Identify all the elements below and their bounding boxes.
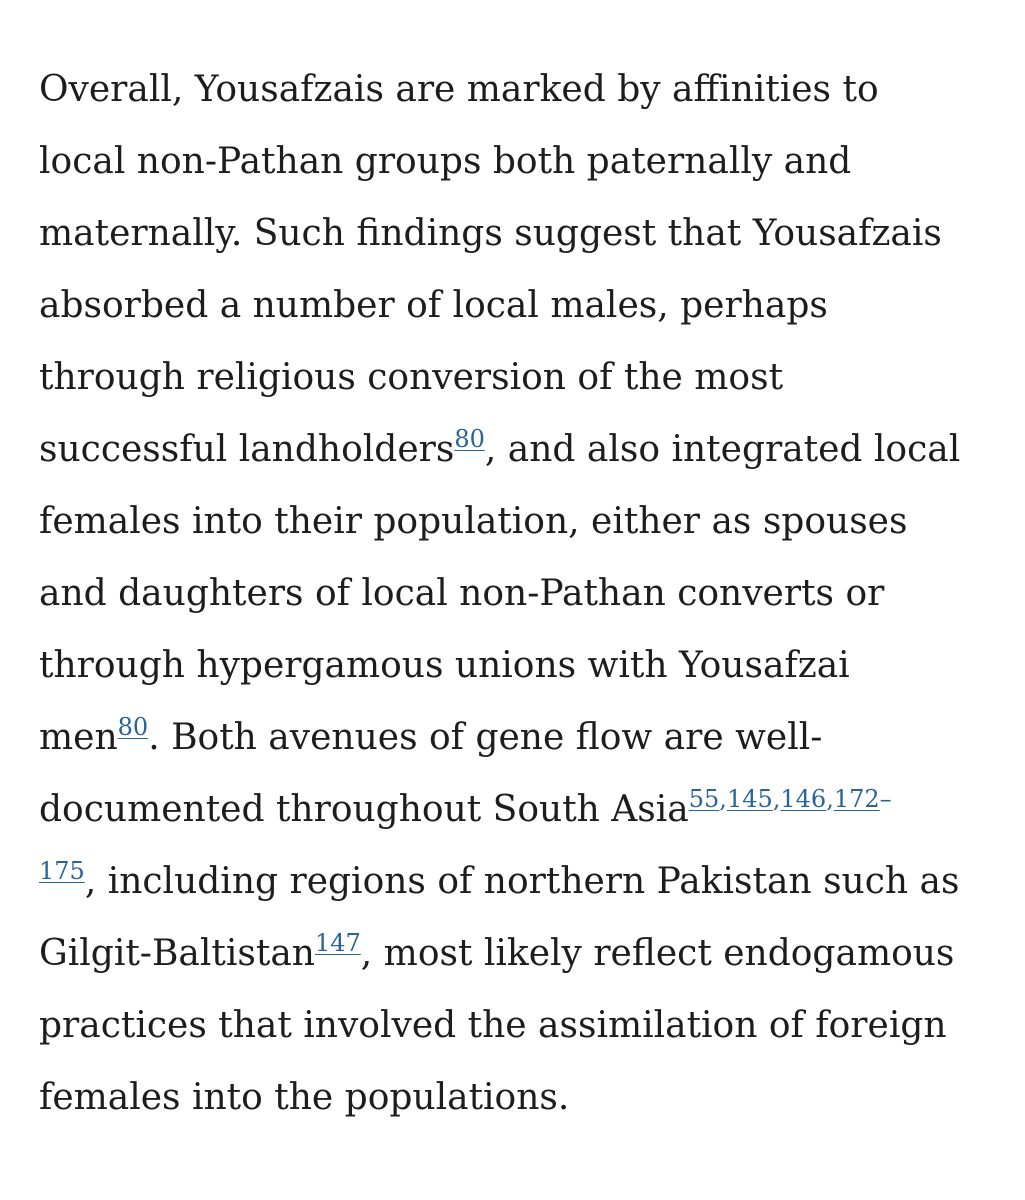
text-line: through hypergamous unions with Yousafzai xyxy=(39,645,850,686)
citation-link-147[interactable]: 147 xyxy=(314,929,361,957)
article-paragraph xyxy=(39,54,999,1134)
text-line xyxy=(39,918,999,990)
text-line: maternally. Such findings suggest that Yousafzais xyxy=(39,213,942,254)
text-fragment: successful landholders xyxy=(39,429,455,470)
citation-separator: , xyxy=(826,785,834,813)
text-fragment: Gilgit-Baltistan xyxy=(39,933,315,974)
citation-147 xyxy=(315,929,361,957)
text-fragment: , including regions of northern Pakistan such as xyxy=(84,861,960,902)
citation-link-175[interactable]: 175 xyxy=(39,857,85,885)
text-line xyxy=(39,846,999,918)
text-line xyxy=(39,774,999,846)
citation-link-80[interactable]: 80 xyxy=(117,713,149,741)
citation-link-80[interactable]: 80 xyxy=(454,425,485,453)
citation-80 xyxy=(118,713,149,741)
text-fragment: documented throughout South Asia xyxy=(39,789,689,830)
text-line: through religious conversion of the most xyxy=(39,357,784,398)
text-line: Overall, Yousafzais are marked by affinities to xyxy=(39,69,879,110)
citation-link-145[interactable]: 145 xyxy=(726,785,773,813)
text-line: absorbed a number of local males, perhaps xyxy=(39,285,828,326)
text-line: local non-Pathan groups both paternally and xyxy=(39,141,852,182)
citation-group xyxy=(689,785,892,813)
citation-link-172[interactable]: 172 xyxy=(833,785,880,813)
citation-80 xyxy=(454,425,485,453)
text-line xyxy=(39,414,999,486)
citation-link-55[interactable]: 55 xyxy=(688,785,720,813)
text-line: and daughters of local non-Pathan converts or xyxy=(39,573,885,614)
text-line: practices that involved the assimilation of foreign xyxy=(39,1005,947,1046)
citation-link-146[interactable]: 146 xyxy=(780,785,827,813)
citation-range-dash: – xyxy=(879,785,892,813)
text-fragment: men xyxy=(39,717,118,758)
citation-separator: , xyxy=(719,785,727,813)
text-fragment: , most likely reflect endogamous xyxy=(360,933,955,974)
text-line: females into the populations. xyxy=(39,1077,570,1118)
citation-separator: , xyxy=(772,785,781,813)
text-line xyxy=(39,702,999,774)
text-line: females into their population, either as spouses xyxy=(39,501,908,542)
citation-175 xyxy=(39,857,85,885)
text-fragment: , and also integrated local xyxy=(484,429,961,470)
text-fragment: . Both avenues of gene flow are well- xyxy=(148,717,823,758)
